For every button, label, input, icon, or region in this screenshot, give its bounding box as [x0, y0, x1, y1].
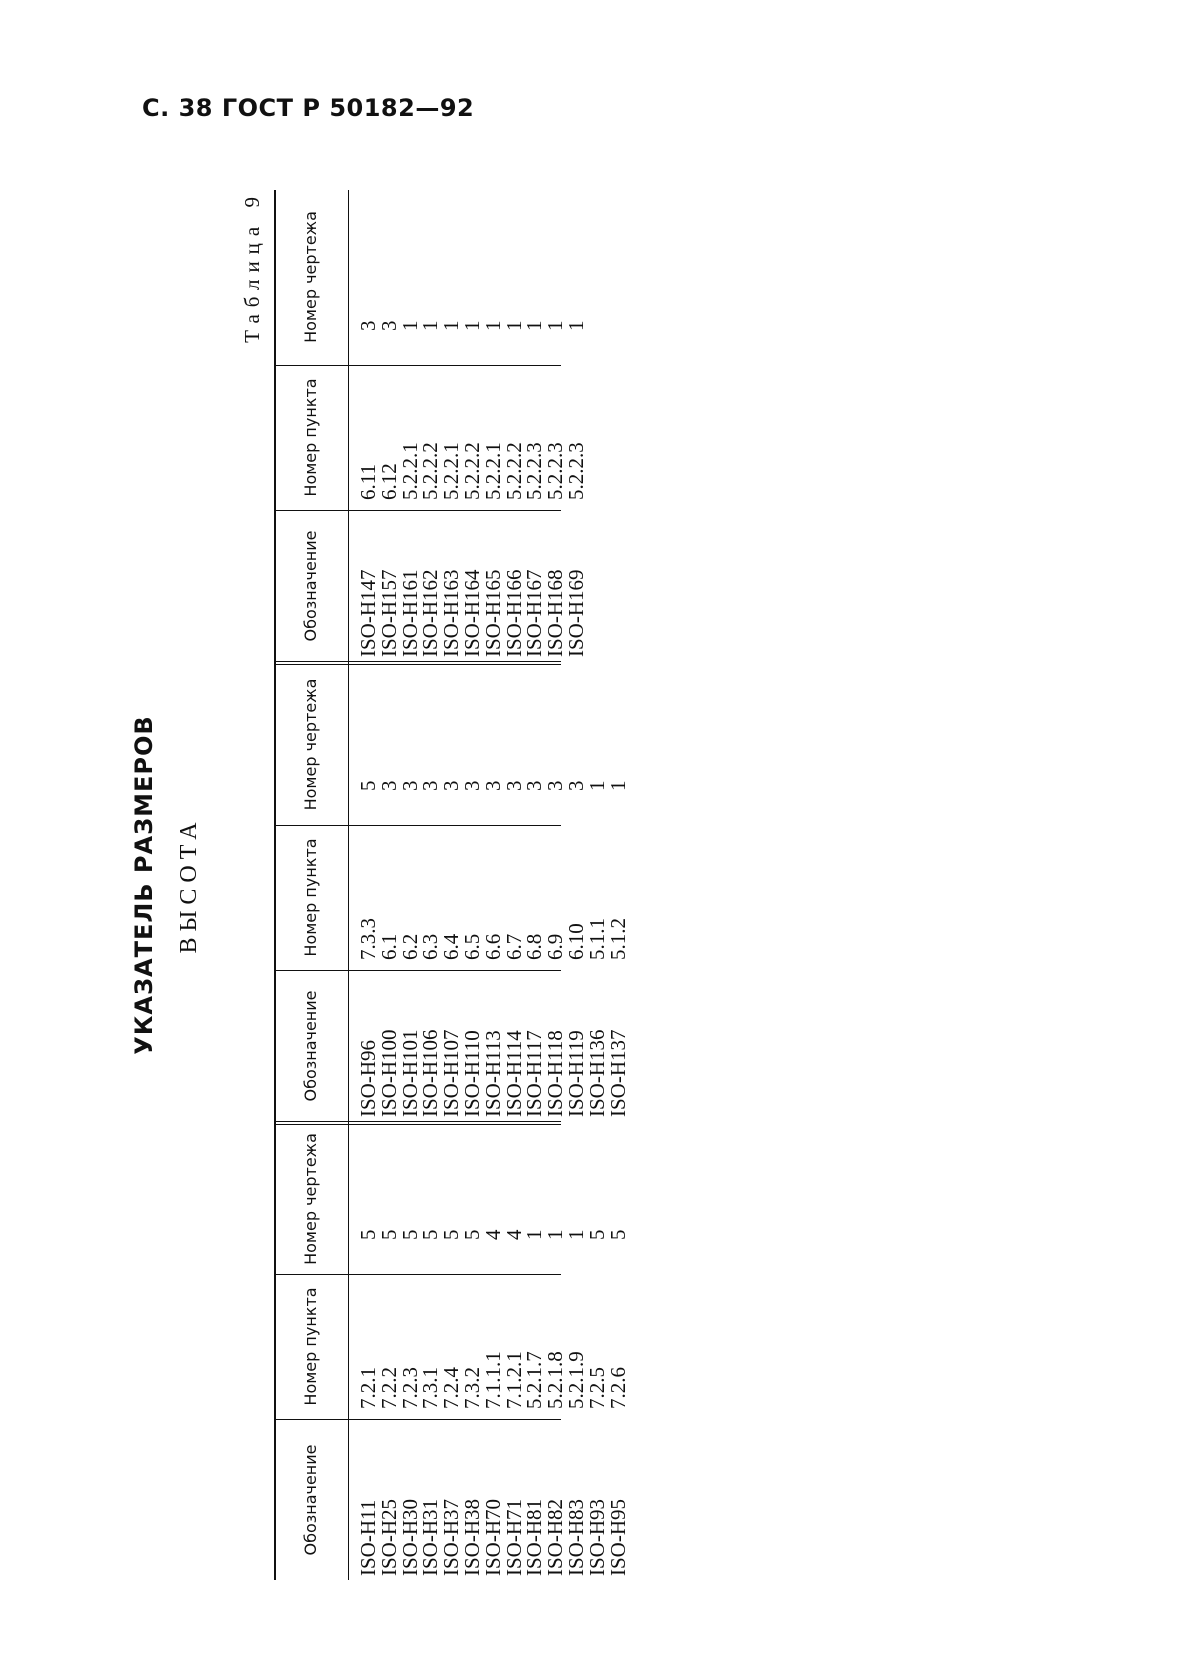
table-cell: 3 — [397, 780, 422, 791]
group-3-item-column — [274, 365, 588, 511]
table-cell: 6.1 — [376, 933, 401, 960]
group-3-drawings — [358, 189, 587, 365]
table-group-3 — [274, 186, 588, 665]
table-cell: 5 — [397, 1229, 422, 1240]
table-cell: 6.5 — [459, 933, 484, 960]
group-2-item-column — [274, 825, 630, 971]
table-cell: ISO-H147 — [356, 569, 380, 657]
header-drawing-number: Номер чертежа — [301, 678, 320, 811]
table-cell: 6.4 — [439, 933, 464, 960]
table-cell: ISO-H119 — [563, 1030, 588, 1117]
table-cell: 5 — [459, 1229, 484, 1240]
header-item-number: Номер пункта — [301, 1287, 320, 1406]
table-cell: 7.2.3 — [397, 1367, 422, 1409]
table-cell: 7.2.5 — [584, 1367, 609, 1409]
header-item-number: Номер пункта — [301, 838, 320, 957]
table-cell: 5 — [418, 1229, 443, 1240]
table-cell: ISO-H118 — [543, 1030, 568, 1117]
group-2-drawings — [358, 664, 628, 825]
group-3-drawing-column — [274, 189, 588, 366]
table-cell: 5.2.2.2 — [459, 442, 484, 500]
table-cell: ISO-H161 — [397, 569, 422, 657]
group-2-items — [358, 825, 628, 970]
group-3-items — [358, 365, 587, 510]
table-cell: 1 — [563, 320, 588, 331]
table-cell: 6.7 — [501, 933, 526, 960]
group-3-designations — [358, 511, 587, 661]
table-cell: 1 — [459, 320, 484, 331]
group-1-drawings — [358, 1124, 628, 1274]
table-cell: ISO-H113 — [480, 1030, 505, 1117]
table-cell: ISO-H37 — [439, 1499, 464, 1576]
table-cell: 1 — [605, 780, 630, 791]
table-cell: 7.2.4 — [439, 1367, 464, 1409]
table-cell: 6.12 — [376, 463, 401, 500]
table-cell: ISO-H157 — [376, 569, 401, 657]
table-cell: 5 — [356, 1229, 380, 1240]
table-cell: ISO-H163 — [439, 569, 464, 657]
table-cell: ISO-H93 — [584, 1499, 609, 1576]
table-cell: ISO-H38 — [459, 1499, 484, 1576]
table-cell: ISO-H162 — [418, 569, 443, 657]
table-cell: ISO-H110 — [459, 1030, 484, 1117]
table-cell: ISO-H137 — [605, 1029, 630, 1117]
table-cell: 1 — [418, 320, 443, 331]
table-cell: 6.10 — [563, 923, 588, 960]
table-cell: 3 — [418, 780, 443, 791]
table-cell: ISO-H169 — [563, 569, 588, 657]
table-cell: 5 — [376, 1229, 401, 1240]
table-cell: ISO-H96 — [356, 1040, 380, 1117]
table-cell: ISO-H101 — [397, 1029, 422, 1117]
group-2-designations — [358, 971, 628, 1121]
table-cell: ISO-H95 — [605, 1499, 630, 1576]
table-cell: 1 — [563, 1229, 588, 1240]
table-cell: 5.2.2.1 — [397, 442, 422, 500]
group-1-items — [358, 1274, 628, 1419]
table-cell: 7.3.3 — [356, 918, 380, 960]
table-cell: 1 — [501, 320, 526, 331]
rotated-table-block — [130, 190, 630, 1580]
table-cell: 3 — [356, 320, 380, 331]
table-cell: 7.2.2 — [376, 1367, 401, 1409]
table-group-2 — [274, 661, 630, 1125]
table-cell: 5.2.2.1 — [480, 442, 505, 500]
table-cell: ISO-H117 — [522, 1030, 547, 1117]
table-cell: 4 — [480, 1229, 505, 1240]
page-header: С. 38 ГОСТ Р 50182—92 — [142, 94, 475, 122]
table-cell: ISO-H11 — [356, 1499, 380, 1576]
table-cell: 5.2.2.3 — [522, 442, 547, 500]
table-cell: 5.2.2.3 — [543, 442, 568, 500]
table-cell: 5.2.2.2 — [501, 442, 526, 500]
table-cell: 6.2 — [397, 933, 422, 960]
header-designation: Обозначение — [301, 990, 320, 1102]
table-cell: 7.1.2.1 — [501, 1351, 526, 1409]
header-designation: Обозначение — [301, 1444, 320, 1556]
dimensions-table — [274, 190, 630, 1580]
table-cell: 3 — [543, 780, 568, 791]
table-cell: 5 — [439, 1229, 464, 1240]
table-cell: ISO-H31 — [418, 1499, 443, 1576]
header-designation: Обозначение — [301, 530, 320, 642]
table-cell: ISO-H164 — [459, 569, 484, 657]
table-cell: 1 — [522, 320, 547, 331]
table-cell: 1 — [584, 780, 609, 791]
table-cell: ISO-H114 — [501, 1030, 526, 1117]
table-cell: ISO-H25 — [376, 1499, 401, 1576]
table-cell: 5.2.1.9 — [563, 1351, 588, 1409]
index-subtitle: ВЫСОТА — [176, 816, 202, 954]
table-cell: 4 — [501, 1229, 526, 1240]
table-cell: 3 — [563, 780, 588, 791]
table-cell: ISO-H168 — [543, 569, 568, 657]
table-cell: ISO-H100 — [376, 1029, 401, 1117]
table-cell: ISO-H107 — [439, 1029, 464, 1117]
group-2-drawing-column — [274, 664, 630, 826]
table-cell: 3 — [439, 780, 464, 791]
group-2-designation-column — [274, 971, 630, 1121]
table-cell: 5.2.2.3 — [563, 442, 588, 500]
table-cell: ISO-H30 — [397, 1499, 422, 1576]
table-group-1 — [274, 1125, 630, 1580]
table-label: Таблица 9 — [240, 190, 264, 343]
table-cell: 6.8 — [522, 933, 547, 960]
index-title: УКАЗАТЕЛЬ РАЗМЕРОВ — [130, 715, 158, 1055]
group-1-item-column — [274, 1274, 630, 1420]
group-1-designation-column — [274, 1420, 630, 1580]
table-cell: 5 — [584, 1229, 609, 1240]
table-cell: ISO-H166 — [501, 569, 526, 657]
table-cell: 1 — [543, 320, 568, 331]
table-cell: 5.1.2 — [605, 918, 630, 960]
header-drawing-number: Номер чертежа — [301, 1133, 320, 1265]
table-cell: 5.2.1.7 — [522, 1351, 547, 1409]
table-cell: 1 — [480, 320, 505, 331]
table-cell: 3 — [376, 320, 401, 331]
table-cell: 1 — [543, 1229, 568, 1240]
table-cell: ISO-H106 — [418, 1029, 443, 1117]
table-cell: 1 — [439, 320, 464, 331]
table-cell: ISO-H165 — [480, 569, 505, 657]
table-cell: 7.1.1.1 — [480, 1351, 505, 1409]
table-cell: 3 — [501, 780, 526, 791]
table-cell: ISO-H82 — [543, 1499, 568, 1576]
table-cell: 6.11 — [356, 464, 380, 500]
table-cell: 7.3.2 — [459, 1367, 484, 1409]
table-cell: 6.3 — [418, 933, 443, 960]
table-cell: 5.2.2.2 — [418, 442, 443, 500]
table-cell: 7.2.1 — [356, 1367, 380, 1409]
table-cell: 5.2.1.8 — [543, 1351, 568, 1409]
table-cell: ISO-H70 — [480, 1499, 505, 1576]
table-cell: 3 — [522, 780, 547, 791]
table-cell: 5 — [356, 780, 380, 791]
table-cell: ISO-H81 — [522, 1499, 547, 1576]
group-1-drawing-column — [274, 1124, 630, 1275]
table-cell: 5.1.1 — [584, 918, 609, 960]
table-cell: ISO-H136 — [584, 1029, 609, 1117]
header-drawing-number: Номер чертежа — [301, 211, 320, 343]
group-3-designation-column — [274, 511, 588, 661]
table-cell: 1 — [397, 320, 422, 331]
header-item-number: Номер пункта — [301, 378, 320, 497]
table-cell: ISO-H83 — [563, 1499, 588, 1576]
table-cell: 3 — [459, 780, 484, 791]
table-cell: 7.2.6 — [605, 1367, 630, 1409]
table-cell: 3 — [376, 780, 401, 791]
group-1-designations — [358, 1420, 628, 1580]
table-cell: 6.9 — [543, 933, 568, 960]
table-cell: ISO-H167 — [522, 569, 547, 657]
table-cell: 1 — [522, 1229, 547, 1240]
table-cell: 3 — [480, 780, 505, 791]
table-cell: 5 — [605, 1229, 630, 1240]
table-cell: ISO-H71 — [501, 1499, 526, 1576]
table-cell: 6.6 — [480, 933, 505, 960]
table-cell: 7.3.1 — [418, 1367, 443, 1409]
table-cell: 5.2.2.1 — [439, 442, 464, 500]
